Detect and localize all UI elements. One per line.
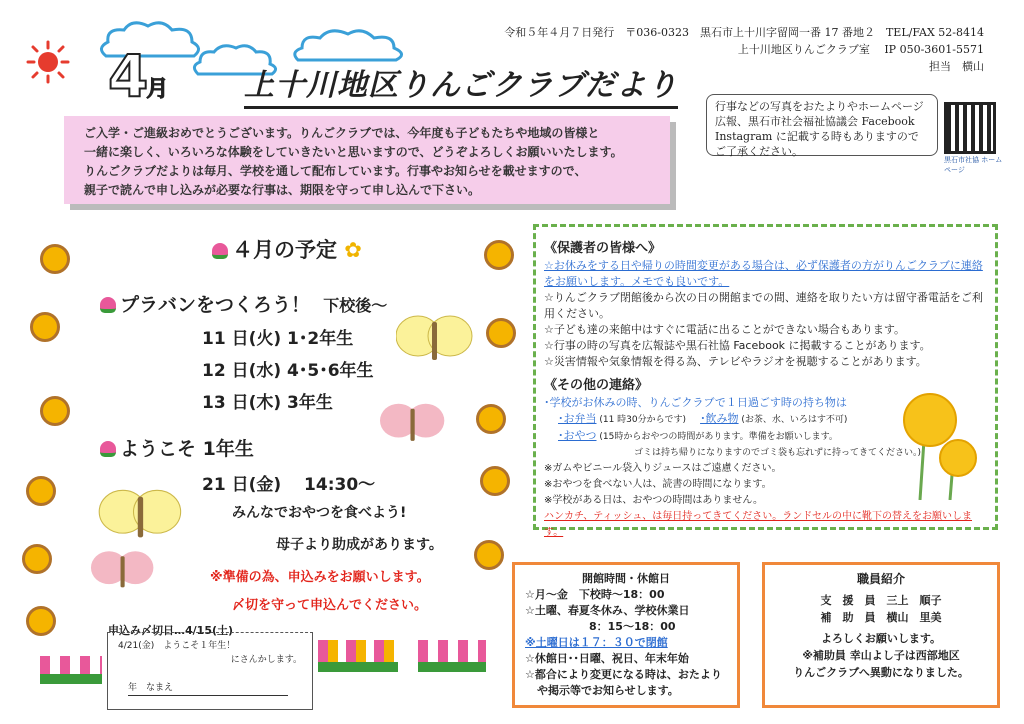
event-time: 下校後～	[323, 296, 388, 315]
intro-message	[64, 116, 670, 204]
event-date: 13 日(木) 3年生	[202, 393, 333, 413]
sun-illustration	[26, 40, 70, 84]
qr-label: 黒石市社協 ホームページ	[944, 156, 1003, 174]
page-title: 上十川地区りんごクラブだより	[244, 60, 678, 109]
guardian-item: ☆行事の時の写真を広報誌や黒石社協 Facebook に掲載することがあります。	[544, 339, 931, 352]
photo-notice: 行事などの写真をおたよりやホームページ 広報、黒石市社会福祉協議会 Facebook Instagram に記載する時もありますので ご了承ください。	[706, 94, 938, 156]
tulip-row-icon	[40, 656, 102, 684]
other-line: ハンカチ、ティッシュ、は毎日持ってきてください。ランドセルの中に靴下の替えをお願いします。	[544, 511, 972, 538]
hours-line: ☆土曜、春夏冬休み、学校休業日	[525, 604, 690, 617]
deadline-notice: 〆切を守って申込んでください。	[232, 598, 428, 613]
month-number: 4月	[108, 42, 167, 110]
hours-line: や掲示等でお知らせします。	[537, 684, 679, 697]
sunflower-icon	[30, 312, 60, 342]
other-line: ※学校がある日は、おやつの時間はありません。	[544, 495, 763, 506]
sunflower-icon	[40, 244, 70, 274]
qr-code-icon[interactable]	[944, 102, 996, 154]
other-line: ･おやつ (15時からおやつの時間があります。準備をお願いします。	[558, 429, 838, 442]
sunflower-icon	[480, 466, 510, 496]
sunflower-icon	[40, 396, 70, 426]
butterfly-icon	[396, 312, 474, 368]
other-line: ※おやつを食べない人は、読書の時間になります。	[544, 479, 772, 490]
hours-line: ☆都合により変更になる時は、おたより	[525, 668, 722, 681]
event-prabun	[100, 290, 387, 317]
tulip-icon	[212, 243, 228, 259]
guardian-item: ☆子ども達の来館中はすぐに電話に出ることができない場合もあります。	[544, 323, 905, 336]
slip-deadline: 申込み〆切日…4/15(土)	[108, 624, 234, 637]
issuer-info: 令和５年４月７日発行 〒036-0323 黒石市上十川字留岡一番 17 番地２ TEL/FAX 52-8414 上十川地区りんごクラブ室 IP 050-3601-5571 担当 横山	[504, 26, 984, 73]
guardian-item: ☆りんごクラブ閉館後から次の日の開館までの間、連絡を取りたい方は留守番電話をご利用ください。	[544, 291, 983, 320]
sunflower-icon	[474, 540, 504, 570]
hours-line: 8：15～18：00	[589, 620, 676, 633]
hours-line: ※土曜日は１７：３０で閉館	[525, 636, 668, 649]
tulip-row-icon	[418, 640, 486, 672]
sunflower-icon	[486, 318, 516, 348]
slip-line: にさんかします。	[230, 655, 302, 665]
other-title: 《その他の連絡》	[544, 378, 649, 393]
butterfly-icon	[96, 486, 186, 546]
tulip-icon	[100, 441, 116, 457]
sunflower-icon	[22, 544, 52, 574]
schedule-title: ４月の予定 ✿	[212, 234, 362, 264]
guardian-item: ☆災害情報や気象情報を得る為、テレビやラジオを視聴することがあります。	[544, 355, 927, 368]
application-slip	[107, 632, 313, 710]
staff-line: ※補助員 幸山よし子は西部地区	[802, 649, 960, 662]
staff-title: 職員紹介	[856, 572, 905, 586]
staff-line: 補 助 員 横山 里美	[820, 611, 942, 624]
sunflower-icon	[484, 240, 514, 270]
slip-line: 4/21(金) ようこそ１年生！	[118, 641, 236, 651]
intro-line: 一緒に楽しく、いろいろな体験をしていきたいと思いますので、どうぞよろしくお願いいたします。	[84, 145, 623, 159]
other-line: ※ガムやビニール袋入りジュースはご遠慮ください。	[544, 463, 782, 474]
guardian-title: 《保護者の皆様へ》	[544, 241, 662, 256]
dandelion-icon	[870, 380, 990, 500]
sunflower-icon	[26, 606, 56, 636]
event-date: 21 日(金) 14:30～	[202, 475, 376, 495]
other-line: ゴミは持ち帰りになりますのでゴミ袋も忘れずに持ってきてください。)	[634, 448, 922, 458]
event-date: 12 日(水) 4･5･6年生	[202, 361, 374, 381]
staff-line: 支 援 員 三上 順子	[820, 594, 942, 607]
opening-hours	[512, 562, 740, 708]
staff-line: よろしくお願いします。	[820, 632, 942, 645]
intro-line: 親子で読んで申し込みが必要な行事は、期限を守って申し込んで下さい。	[84, 183, 481, 197]
other-line: ･学校がお休みの時、りんごクラブで１日過ごす時の持ち物は	[544, 396, 847, 409]
event-desc: みんなでおやつを食べよう!	[232, 505, 407, 521]
hours-line: ☆休館日･･日曜、祝日、年末年始	[525, 652, 689, 665]
event-title: プラバンをつくろう！	[120, 294, 311, 316]
guardian-item: ☆お休みをする日や帰りの時間変更がある場合は、必ず保護者の方がりんごクラブに連絡をお願いします。メモでも良いです。	[544, 259, 983, 288]
intro-line: りんごクラブだよりは毎月、学校を通して配布しています。行事やお知らせを載せますので、	[84, 164, 587, 178]
event-note: 母子より助成があります。	[276, 537, 443, 553]
staff-line: りんごクラブへ異動になりました。	[793, 666, 969, 679]
event-welcome: ようこそ 1年生	[100, 434, 254, 461]
intro-line: ご入学・ご進級おめでとうございます。りんごクラブでは、今年度も子どもたちや地域の皆様と	[84, 126, 600, 140]
hours-line: ☆月～金 下校時～18：00	[525, 588, 665, 601]
staff-intro	[762, 562, 1000, 708]
tulip-row-icon	[318, 640, 398, 672]
event-date: 11 日(火) 1･2年生	[202, 329, 354, 349]
sunflower-icon	[476, 404, 506, 434]
sunflower-icon	[26, 476, 56, 506]
hours-title: 開館時間・休館日	[582, 572, 670, 585]
other-line: ･お弁当 (11 時30分からです) ･飲み物 (お茶、水、いろはす不可)	[558, 412, 848, 425]
prep-notice: ※準備の為、申込みをお願いします。	[210, 570, 430, 585]
tulip-icon	[100, 297, 116, 313]
slip-name-field[interactable]: 年 なまえ	[128, 681, 288, 696]
butterfly-icon	[380, 400, 446, 448]
butterfly-icon	[90, 548, 156, 594]
